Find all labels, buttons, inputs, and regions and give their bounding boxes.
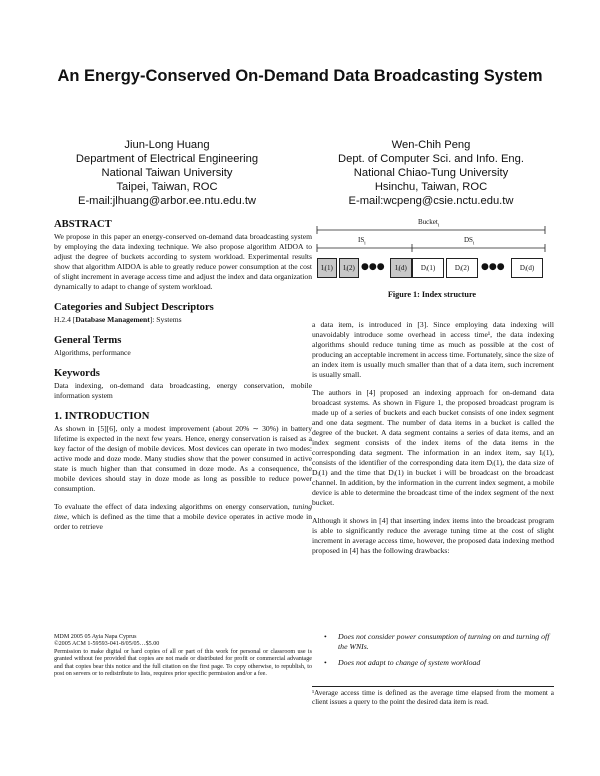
bullet-item-1 <box>324 632 552 652</box>
data-cell-d: Dᵢ(d) <box>511 258 543 278</box>
intro-paragraph-1: As shown in [5][6], only a modest improvement (about 20% ∼ 30%) in battery lifetime is expected in the next few years. Hence, energy conservation is raised as a key factor of the design of mobile devices. Most devices can operate in two modes: active mode and doze mode. Many studies show that the power consumed in active state is much higher than that consumed in doze mode. As a consequence, the mobile devices should stay in doze mode as long as possible to reduce power consumption. <box>54 424 312 493</box>
categories-post: ]: Systems <box>149 315 182 324</box>
ds-sub: i <box>472 241 475 247</box>
index-cell-1: Iᵢ(1) <box>317 258 337 278</box>
intro-heading: 1. INTRODUCTION <box>54 411 150 422</box>
author-city: Hsinchu, Taiwan, ROC <box>374 181 488 193</box>
footnote-rule <box>312 686 554 687</box>
paper-title: An Energy-Conserved On-Demand Data Broadcasting System <box>57 67 543 85</box>
terms-text: Algorithms, performance <box>54 348 131 357</box>
author-block-2 <box>296 138 566 208</box>
right-column <box>312 320 554 556</box>
bucket-sub: i <box>437 223 440 229</box>
bullet-dot-icon: • <box>324 658 327 667</box>
categories-bold: Database Management <box>75 315 150 324</box>
bullet-dot-icon: • <box>324 632 327 641</box>
author-name: Wen-Chih Peng <box>391 139 471 151</box>
keywords-heading: Keywords <box>54 368 100 379</box>
index-cell-d: Iᵢ(d) <box>390 258 412 278</box>
abstract-heading: ABSTRACT <box>54 219 112 230</box>
data-cell-2: Dᵢ(2) <box>446 258 478 278</box>
intro-p2-a: To evaluate the effect of data indexing algorithms on energy conservation, <box>54 502 293 511</box>
abstract-text: We propose in this paper an energy-conserved on-demand data broadcasting system by employing the data indexing technique. We also propose algorithm AIDOA to adjust the degree of buckets according to system workload. Experimental results show that algorithm AIDOA is able to greatly reduce power consumption at the cost of slight increment in average access time and adjust the index and data organization dynamically to adapt to change of system workload. <box>54 232 312 291</box>
permission-text: Permission to make digital or hard copies of all or part of this work for personal or classroom use is granted without fee provided that copies are not made or distributed for profit or commercial advantage and that copies bear this notice and the full citation on the first page. To copy otherwise, to republish, to post on servers or to redistribute to lists, requires prior specific permission and/or a fee. <box>54 648 312 678</box>
right-paragraph-1: a data item, is introduced in [3]. Since employing data indexing will unavoidably introduce some overhead in access time¹, the data indexing algorithms should reduce tuning time as much as possible at the cost of producing an acceptable increment in access time. Fortunately, since the size of an index item is usually much smaller than that of a data item, such increment is usually small. <box>312 320 554 379</box>
figure-caption: Figure 1: Index structure <box>387 290 477 299</box>
data-cell-1: Dᵢ(1) <box>412 258 444 278</box>
author-univ: National Taiwan University <box>101 167 233 179</box>
author-dept: Dept. of Computer Sci. and Info. Eng. <box>338 153 524 165</box>
bucket-text: Bucket <box>418 218 438 226</box>
intro-paragraph-2 <box>54 502 312 532</box>
is-label <box>356 236 368 246</box>
terms-heading: General Terms <box>54 335 122 346</box>
copyright-line: ©2005 ACM 1-59593-041-8/05/05…$5.00 <box>54 641 160 648</box>
categories-text <box>54 315 312 325</box>
bullet-text: Does not adapt to change of system workload <box>338 658 481 667</box>
right-paragraph-2: The authors in [4] proposed an indexing approach for on-demand data broadcast systems. As shown in Figure 1, the proposed broadcast program is made up of a series of buckets and each bucket consists of one index segment and one data segment. The number of data items in a bucket is called the degree of the bucket. A data segment contains a series of data items, and an index segment consists of the index items of the data items in the corresponding data segment. The information in an index item, say Iᵢ(1), consists of the identifier of the corresponding data item Dᵢ(1), the data size of Dᵢ(1) and the time that Dᵢ(1) in bucket i will be broadcast on the broadcast channel. In addition, by the information in the current index segment, a mobile device is able to determine the broadcast time of the index segment of the next bucket. <box>312 388 554 507</box>
author-block-1 <box>32 138 302 208</box>
ds-text: DS <box>464 236 473 244</box>
index-ellipsis: ●●● <box>361 262 385 272</box>
categories-heading: Categories and Subject Descriptors <box>54 302 214 313</box>
intro-p2-em: tuning time <box>54 502 312 521</box>
index-cell-2: Iᵢ(2) <box>339 258 359 278</box>
data-ellipsis: ●●● <box>481 262 505 272</box>
author-dept: Department of Electrical Engineering <box>75 153 259 165</box>
copyright-block <box>54 634 312 678</box>
ds-label <box>462 236 476 246</box>
bucket-label <box>416 218 441 228</box>
left-column <box>54 219 312 532</box>
author-univ: National Chiao-Tung University <box>353 167 509 179</box>
bullet-text: Does not consider power consumption of turning on and turning off the WNIs. <box>338 632 550 651</box>
bullet-list <box>324 632 552 668</box>
author-name: Jiun-Long Huang <box>124 139 210 151</box>
footnote-text: ¹Average access time is defined as the average time elapsed from the moment a client issues a query to the point the desired data item is read. <box>312 689 554 706</box>
is-text: IS <box>358 236 365 244</box>
author-city: Taipei, Taiwan, ROC <box>116 181 218 193</box>
bullet-item-2 <box>324 658 552 668</box>
right-paragraph-3: Although it shows in [4] that inserting index items into the broadcast program is able to significantly reduce the average tuning time at the cost of slight increment in average access time, however, the proposed data indexing method proposed in [4] has the following drawbacks: <box>312 516 554 555</box>
keywords-text: Data indexing, on-demand data broadcasting, energy conservation, mobile information system <box>54 381 312 400</box>
author-email: E-mail:wcpeng@csie.nctu.edu.tw <box>348 195 514 207</box>
conference-line: MDM 2005 05 Ayia Napa Cyprus <box>54 634 137 640</box>
author-email: E-mail:jlhuang@arbor.ee.ntu.edu.tw <box>77 195 257 207</box>
categories-pre: H.2.4 [ <box>54 315 76 324</box>
is-sub: i <box>364 241 366 247</box>
intro-p2-b: , which is defined as the time that a mobile device operates in active mode in order to retrieve <box>54 512 312 531</box>
